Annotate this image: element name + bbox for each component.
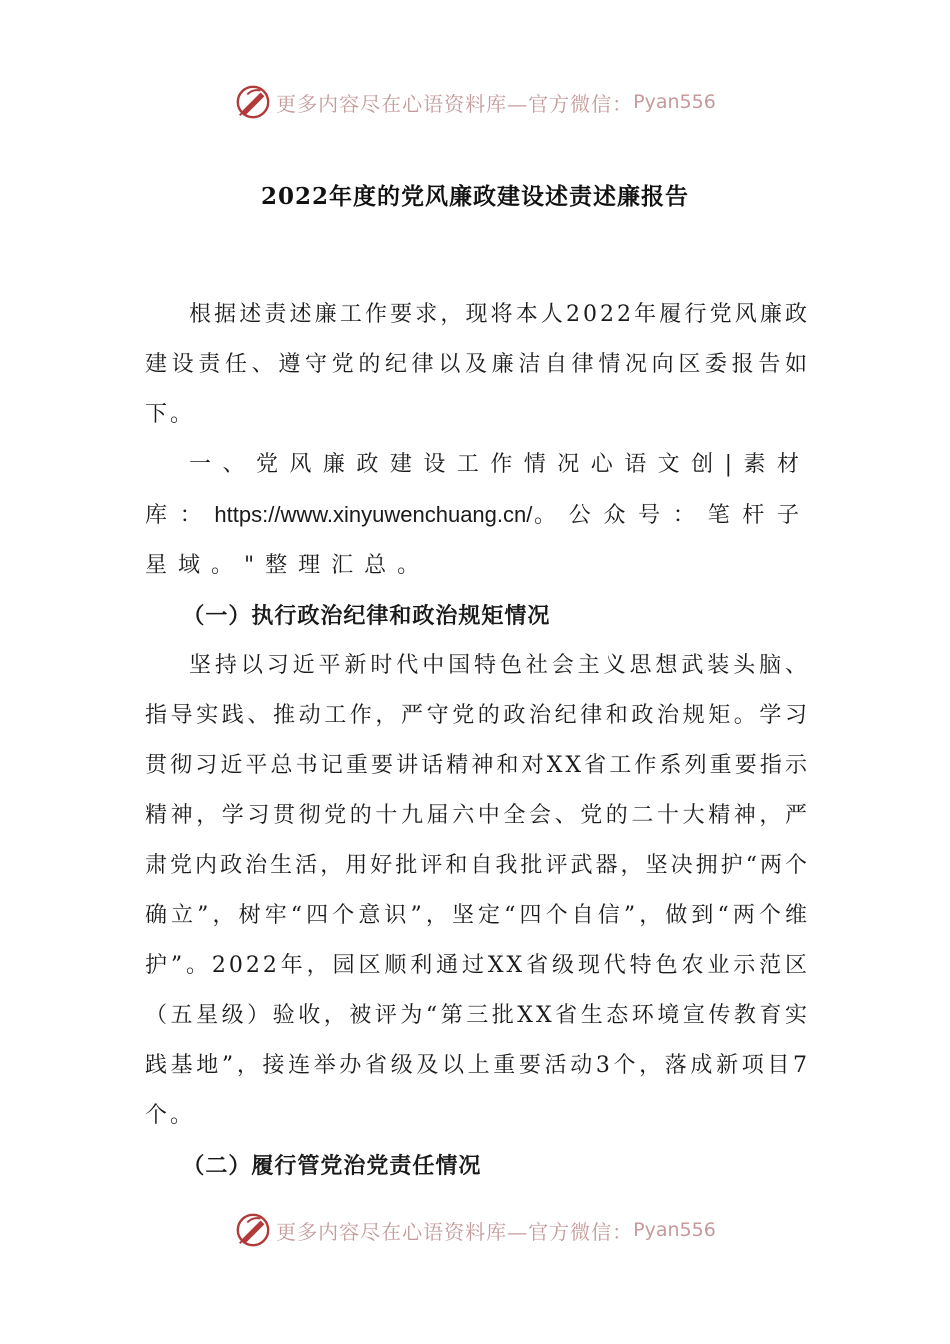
watermark-banner-bottom — [0, 1208, 950, 1252]
document-body — [145, 290, 810, 1191]
watermark-wechat-id: Pyan556 — [633, 91, 716, 113]
pen-logo-icon — [234, 83, 272, 121]
pen-logo-icon — [234, 1211, 272, 1249]
watermark-banner-top — [0, 80, 950, 124]
watermark-wechat-id: Pyan556 — [633, 1219, 716, 1241]
source-url-link[interactable]: https://www.xinyuwenchuang.cn/ — [214, 502, 533, 527]
section1-heading-suffix: 。公众号：笔杆子星域。"整理汇总。 — [145, 503, 810, 578]
subsection1-heading: （一）执行政治纪律和政治规矩情况 — [182, 603, 551, 629]
subsection2-heading: （二）履行管党治党责任情况 — [182, 1153, 482, 1179]
intro-paragraph: 根据述责述廉工作要求，现将本人2022年履行党风廉政建设责任、遵守党的纪律以及廉洁自律情况向区委报告如下。 — [145, 302, 810, 427]
watermark-text: 更多内容尽在心语资料库—官方微信： — [276, 91, 634, 116]
subsection1-paragraph: 坚持以习近平新时代中国特色社会主义思想武装头脑、指导实践、推动工作，严守党的政治纪律和政治规矩。学习贯彻习近平总书记重要讲话精神和对XX省工作系列重要指示精神，学习贯彻党的十九届六中全会、党的二十大精神，严肃党内政治生活，用好批评和自我批评武器，坚决拥护“两个确立”，树牢“四个意识”，坚定“四个自信”，做到“两个维护”。2022年，园区顺利通过XX省级现代特色农业示范区（五星级）验收，被评为“第三批XX省生态环境宣传教育实践基地”，接连举办省级及以上重要活动3个，落成新项目7个。 — [145, 653, 810, 1128]
watermark-text: 更多内容尽在心语资料库—官方微信： — [276, 1219, 634, 1244]
section1-heading — [145, 440, 810, 591]
document-title: 2022年度的党风廉政建设述责述廉报告 — [260, 183, 689, 210]
section1-heading-prefix: 一、党风廉政建设工作情况心语文创|素材库： — [145, 452, 810, 528]
